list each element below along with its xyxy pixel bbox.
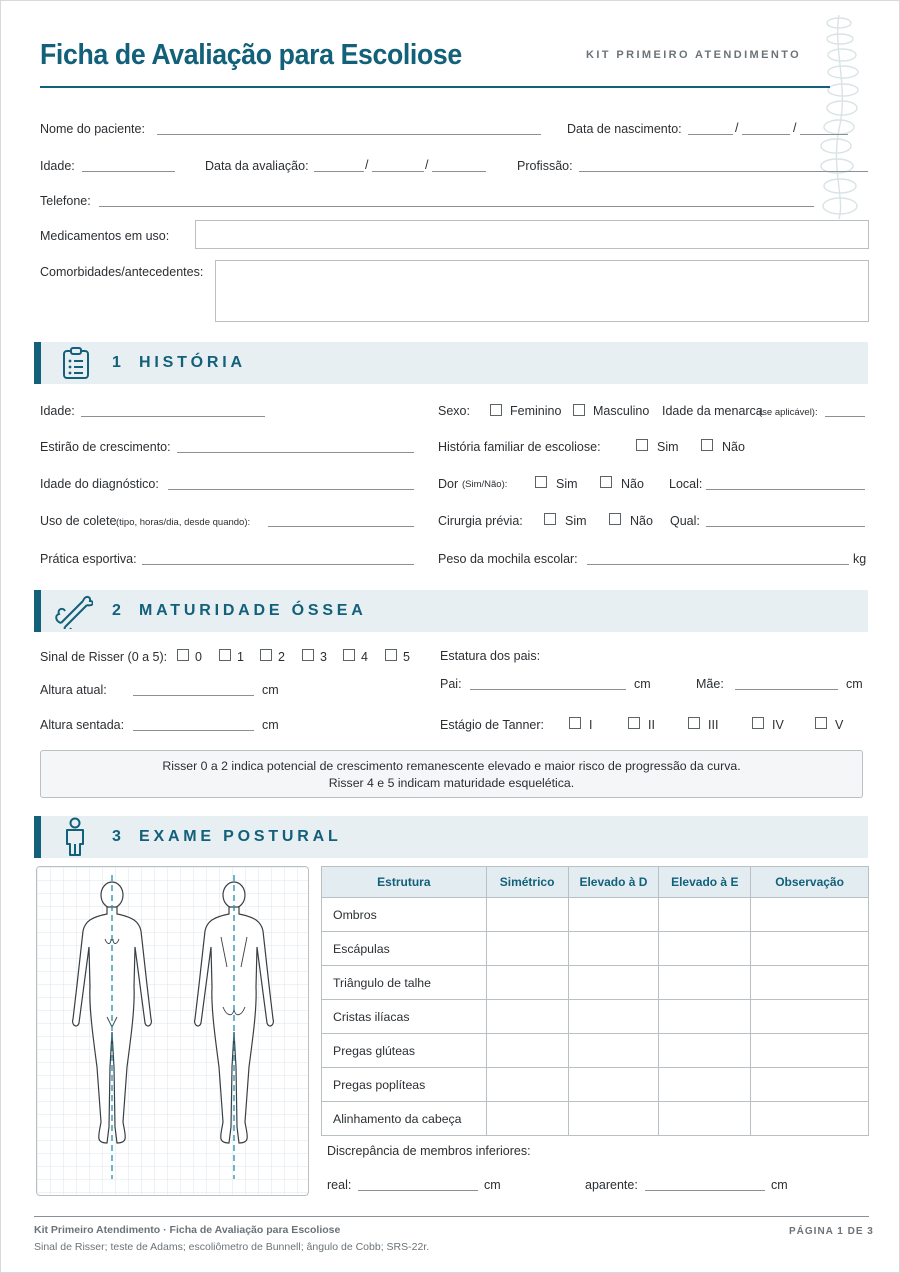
- person-icon: [63, 816, 87, 858]
- row-label: Cristas ilíacas: [322, 1000, 487, 1034]
- elevated-left-cell[interactable]: [659, 966, 751, 1000]
- diagnosis-age-label: Idade do diagnóstico:: [40, 477, 159, 491]
- slash: /: [365, 158, 369, 172]
- risser-4-label: 4: [361, 650, 368, 664]
- symmetric-cell[interactable]: [486, 966, 568, 1000]
- tanner-2-label: II: [648, 718, 655, 732]
- elevated-right-cell[interactable]: [568, 1102, 659, 1136]
- tanner-2-checkbox[interactable]: [628, 717, 640, 729]
- row-label: Alinhamento da cabeça: [322, 1102, 487, 1136]
- parents-height-label: Estatura dos pais:: [440, 649, 541, 663]
- sport-label: Prática esportiva:: [40, 552, 137, 566]
- posture-table-header: [322, 867, 869, 898]
- father-height-field[interactable]: [470, 689, 626, 690]
- row-label: Pregas poplíteas: [322, 1068, 487, 1102]
- surgery-no-label: Não: [630, 514, 653, 528]
- brace-label: Uso de colete: [40, 514, 117, 528]
- tanner-3-label: III: [708, 718, 719, 732]
- section-history-title: HISTÓRIA: [139, 354, 246, 371]
- brace-field[interactable]: [268, 526, 414, 527]
- footer-title: Kit Primeiro Atendimento · Ficha de Avaliação para Escoliose: [34, 1224, 341, 1236]
- tanner-3-checkbox[interactable]: [688, 717, 700, 729]
- apparent-discrepancy-field[interactable]: [645, 1190, 765, 1191]
- history-age-label: Idade:: [40, 404, 75, 418]
- slash: /: [425, 158, 429, 172]
- comorbidities-field[interactable]: [215, 260, 869, 322]
- sitting-height-label: Altura sentada:: [40, 718, 125, 732]
- surgery-which-label: Qual:: [670, 514, 700, 528]
- posture-table: [321, 866, 869, 1136]
- growth-spurt-field[interactable]: [177, 452, 414, 453]
- elevated-left-cell[interactable]: [659, 1068, 751, 1102]
- birth-day-field[interactable]: [688, 134, 733, 135]
- symmetric-cell[interactable]: [486, 898, 568, 932]
- phone-label: Telefone:: [40, 194, 91, 208]
- pain-location-field[interactable]: [706, 489, 865, 490]
- kit-label: KIT PRIMEIRO ATENDIMENTO: [586, 49, 802, 61]
- sex-male-label: Masculino: [593, 404, 650, 418]
- slash: /: [735, 121, 739, 135]
- birth-month-field[interactable]: [742, 134, 790, 135]
- observation-cell[interactable]: [751, 1034, 869, 1068]
- col-structure: Estrutura: [322, 867, 487, 898]
- col-elevated-right: Elevado à D: [568, 867, 659, 898]
- father-label: Pai:: [440, 677, 462, 691]
- current-height-field[interactable]: [133, 695, 254, 696]
- section-history-number: 1: [112, 354, 125, 371]
- risser-3-label: 3: [320, 650, 327, 664]
- sex-male-checkbox[interactable]: [573, 404, 585, 416]
- elevated-right-cell[interactable]: [568, 1068, 659, 1102]
- pain-note: (Sim/Não):: [462, 479, 508, 490]
- family-history-label: História familiar de escoliose:: [438, 440, 601, 454]
- section-posture-number: 3: [112, 828, 125, 845]
- eval-month-field[interactable]: [372, 171, 424, 172]
- sitting-height-field[interactable]: [133, 730, 254, 731]
- section-maturity-title: MATURIDADE ÓSSEA: [139, 602, 367, 619]
- discrepancy-label: Discrepância de membros inferiores:: [327, 1144, 531, 1158]
- footer-rule: [34, 1216, 869, 1217]
- tanner-5-label: V: [835, 718, 844, 732]
- menarche-label: Idade da menarca: [662, 404, 763, 418]
- tanner-label: Estágio de Tanner:: [440, 718, 545, 732]
- table-row: [322, 966, 869, 1000]
- patient-name-field[interactable]: [157, 134, 541, 135]
- bone-icon: [53, 593, 93, 629]
- elevated-right-cell[interactable]: [568, 1000, 659, 1034]
- backpack-field[interactable]: [587, 564, 849, 565]
- tanner-4-label: IV: [772, 718, 784, 732]
- real-discrepancy-field[interactable]: [358, 1190, 478, 1191]
- elevated-left-cell[interactable]: [659, 898, 751, 932]
- table-row: [322, 1000, 869, 1034]
- mother-label: Mãe:: [696, 677, 724, 691]
- surgery-label: Cirurgia prévia:: [438, 514, 523, 528]
- tanner-4-checkbox[interactable]: [752, 717, 764, 729]
- risser-note-line2: Risser 4 e 5 indicam maturidade esquelética.: [328, 776, 575, 790]
- pain-location-label: Local:: [669, 477, 703, 491]
- observation-cell[interactable]: [751, 1102, 869, 1136]
- sex-label: Sexo:: [438, 404, 470, 418]
- family-no-checkbox[interactable]: [701, 439, 713, 451]
- section-posture-title: EXAME POSTURAL: [139, 828, 342, 845]
- medications-label: Medicamentos em uso:: [40, 229, 170, 243]
- symmetric-cell[interactable]: [486, 932, 568, 966]
- risser-1-checkbox[interactable]: [219, 649, 231, 661]
- brace-note: (tipo, horas/dia, desde quando):: [116, 517, 251, 528]
- row-label: Triângulo de talhe: [322, 966, 487, 1000]
- family-yes-label: Sim: [657, 440, 679, 454]
- patient-name-label: Nome do paciente:: [40, 122, 145, 136]
- row-label: Ombros: [322, 898, 487, 932]
- age-label: Idade:: [40, 159, 75, 173]
- pain-yes-label: Sim: [556, 477, 578, 491]
- clipboard-icon: [61, 346, 91, 380]
- elevated-left-cell[interactable]: [659, 932, 751, 966]
- eval-day-field[interactable]: [314, 171, 364, 172]
- elevated-right-cell[interactable]: [568, 1034, 659, 1068]
- spine-watermark-icon: [809, 9, 869, 224]
- table-row: [322, 1034, 869, 1068]
- table-row: [322, 898, 869, 932]
- surgery-no-checkbox[interactable]: [609, 513, 621, 525]
- history-age-field[interactable]: [81, 416, 265, 417]
- pain-no-label: Não: [621, 477, 644, 491]
- elevated-right-cell[interactable]: [568, 966, 659, 1000]
- family-yes-checkbox[interactable]: [636, 439, 648, 451]
- sex-female-label: Feminino: [510, 404, 562, 418]
- col-elevated-left: Elevado à E: [659, 867, 751, 898]
- current-height-label: Altura atual:: [40, 683, 107, 697]
- risser-1-label: 1: [237, 650, 244, 664]
- table-row: [322, 1068, 869, 1102]
- pain-yes-checkbox[interactable]: [535, 476, 547, 488]
- current-height-unit: cm: [262, 683, 279, 697]
- risser-note-line1: Risser 0 a 2 indica potencial de crescimento remanescente elevado e maior risco de progressão da curva.: [162, 759, 741, 773]
- footer-references: Sinal de Risser; teste de Adams; escoliômetro de Bunnell; ângulo de Cobb; SRS-22r.: [34, 1241, 430, 1253]
- family-no-label: Não: [722, 440, 745, 454]
- risser-note-box: [40, 750, 863, 798]
- profession-label: Profissão:: [517, 159, 573, 173]
- pain-no-checkbox[interactable]: [600, 476, 612, 488]
- backpack-label: Peso da mochila escolar:: [438, 552, 578, 566]
- medications-field[interactable]: [195, 220, 869, 249]
- growth-spurt-label: Estirão de crescimento:: [40, 440, 171, 454]
- table-row: [322, 932, 869, 966]
- tanner-1-checkbox[interactable]: [569, 717, 581, 729]
- title-rule: [40, 86, 830, 88]
- birth-year-field[interactable]: [800, 134, 848, 135]
- apparent-label: aparente:: [585, 1178, 638, 1192]
- sitting-height-unit: cm: [262, 718, 279, 732]
- backpack-unit: kg: [853, 552, 867, 566]
- observation-cell[interactable]: [751, 898, 869, 932]
- symmetric-cell[interactable]: [486, 1068, 568, 1102]
- real-label: real:: [327, 1178, 352, 1192]
- eval-year-field[interactable]: [432, 171, 486, 172]
- page-number: PÁGINA 1 DE 3: [789, 1226, 874, 1237]
- menarche-note: (se aplicável):: [759, 407, 818, 418]
- row-label: Escápulas: [322, 932, 487, 966]
- eval-date-label: Data da avaliação:: [205, 159, 309, 173]
- surgery-yes-label: Sim: [565, 514, 587, 528]
- menarche-field[interactable]: [825, 416, 865, 417]
- risser-5-label: 5: [403, 650, 410, 664]
- birth-date-label: Data de nascimento:: [567, 122, 682, 136]
- observation-cell[interactable]: [751, 966, 869, 1000]
- symmetric-cell[interactable]: [486, 1000, 568, 1034]
- risser-4-checkbox[interactable]: [343, 649, 355, 661]
- real-unit: cm: [484, 1178, 501, 1192]
- elevated-left-cell[interactable]: [659, 1034, 751, 1068]
- sport-field[interactable]: [142, 564, 414, 565]
- risser-5-checkbox[interactable]: [385, 649, 397, 661]
- father-unit: cm: [634, 677, 651, 691]
- risser-2-checkbox[interactable]: [260, 649, 272, 661]
- risser-0-label: 0: [195, 650, 202, 664]
- tanner-1-label: I: [589, 718, 593, 732]
- tanner-5-checkbox[interactable]: [815, 717, 827, 729]
- section-maturity-number: 2: [112, 602, 125, 619]
- symmetric-cell[interactable]: [486, 1102, 568, 1136]
- observation-cell[interactable]: [751, 932, 869, 966]
- body-outline-icon: [37, 867, 309, 1196]
- elevated-left-cell[interactable]: [659, 1102, 751, 1136]
- comorbidities-label: Comorbidades/antecedentes:: [40, 265, 204, 279]
- elevated-left-cell[interactable]: [659, 1000, 751, 1034]
- page-title: Ficha de Avaliação para Escoliose: [40, 39, 462, 71]
- col-observation: Observação: [751, 867, 869, 898]
- age-field[interactable]: [82, 171, 175, 172]
- risser-label: Sinal de Risser (0 a 5):: [40, 650, 168, 664]
- elevated-right-cell[interactable]: [568, 898, 659, 932]
- mother-height-field[interactable]: [735, 689, 838, 690]
- surgery-which-field[interactable]: [706, 526, 865, 527]
- observation-cell[interactable]: [751, 1068, 869, 1102]
- diagnosis-age-field[interactable]: [168, 489, 414, 490]
- elevated-right-cell[interactable]: [568, 932, 659, 966]
- row-label: Pregas glúteas: [322, 1034, 487, 1068]
- symmetric-cell[interactable]: [486, 1034, 568, 1068]
- apparent-unit: cm: [771, 1178, 788, 1192]
- pain-label: Dor: [438, 477, 459, 491]
- observation-cell[interactable]: [751, 1000, 869, 1034]
- risser-3-checkbox[interactable]: [302, 649, 314, 661]
- sex-female-checkbox[interactable]: [490, 404, 502, 416]
- mother-unit: cm: [846, 677, 863, 691]
- table-row: [322, 1102, 869, 1136]
- phone-field[interactable]: [99, 206, 814, 207]
- col-symmetric: Simétrico: [486, 867, 568, 898]
- surgery-yes-checkbox[interactable]: [544, 513, 556, 525]
- slash: /: [793, 121, 797, 135]
- profession-field[interactable]: [579, 171, 868, 172]
- risser-2-label: 2: [278, 650, 285, 664]
- body-diagram: [36, 866, 309, 1196]
- risser-0-checkbox[interactable]: [177, 649, 189, 661]
